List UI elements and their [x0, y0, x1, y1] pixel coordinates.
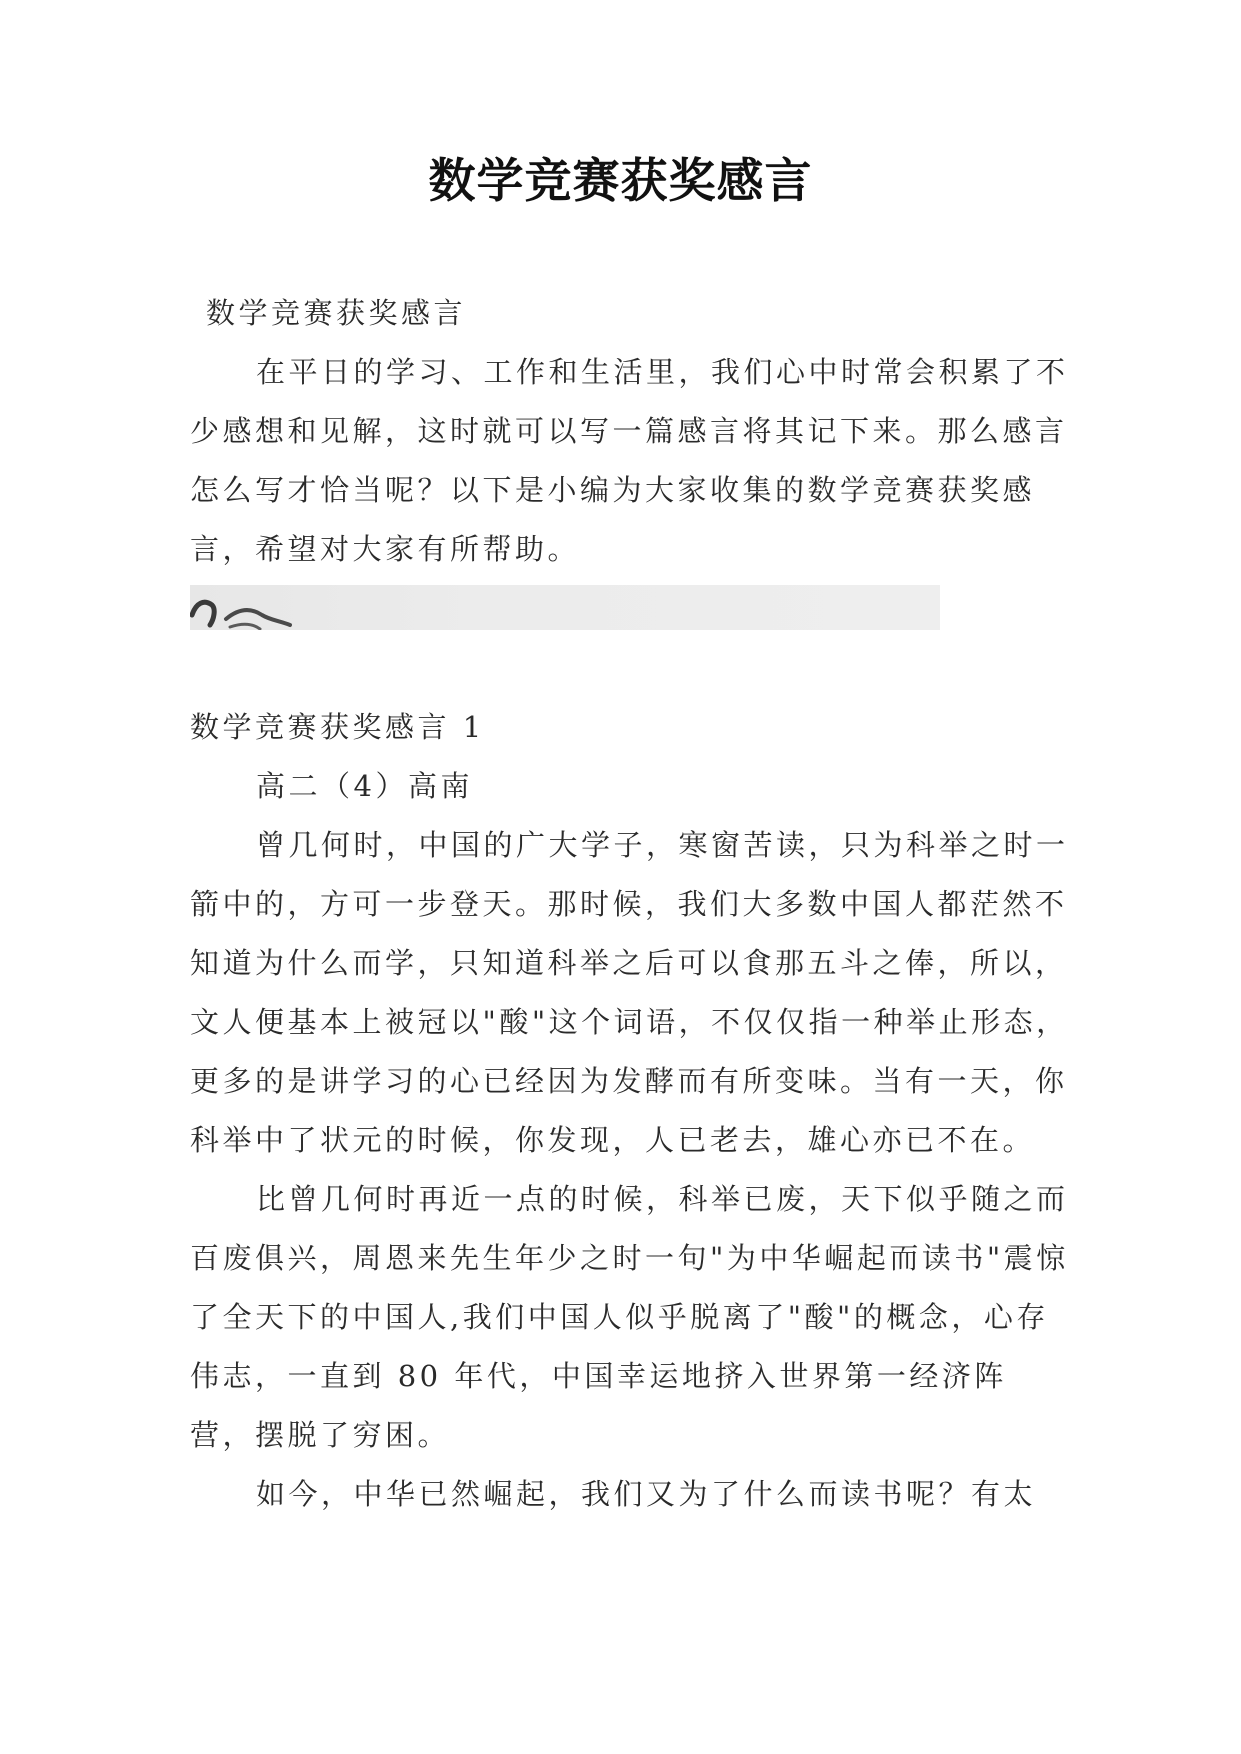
document-body [190, 284, 1070, 1524]
spacer [190, 630, 1070, 698]
document-title: 数学竞赛获奖感言 [428, 154, 813, 209]
author-line: 高二（4）高南 [256, 769, 473, 803]
body-paragraph: 比曾几何时再近一点的时候，科举已废，天下似乎随之而百废俱兴，周恩来先生年少之时一句"为中华崛起而读书"震惊了全天下的中国人,我们中国人似乎脱离了"酸"的概念，心存伟志，一直到 80 年代，中国幸运地挤入世界第一经济阵营，摆脱了穷困。 [190, 1182, 1069, 1452]
body-paragraph: 如今，中华已然崛起，我们又为了什么而读书呢？有太 [256, 1477, 1037, 1511]
body-paragraph: 曾几何时，中国的广大学子，寒窗苦读，只为科举之时一箭中的，方可一步登天。那时候，我们大多数中国人都茫然不知道为什么而学，只知道科举之后可以食那五斗之俸，所以，文人便基本上被冠以"酸"这个词语，不仅仅指一种举止形态，更多的是讲学习的心已经因为发酵而有所变味。当有一天，你科举中了状元的时候，你发现，人已老去，雄心亦已不在。 [190, 828, 1069, 1157]
ink-brush-decoration [190, 585, 940, 630]
intro-paragraph: 在平日的学习、工作和生活里，我们心中时常会积累了不少感想和见解，这时就可以写一篇感言将其记下来。那么感言怎么写才恰当呢？以下是小编为大家收集的数学竞赛获奖感言，希望对大家有所帮助。 [190, 355, 1069, 566]
section-heading: 数学竞赛获奖感言 1 [190, 710, 485, 744]
cropped-illustration-image [190, 585, 940, 630]
intro-heading: 数学竞赛获奖感言 [206, 296, 467, 330]
